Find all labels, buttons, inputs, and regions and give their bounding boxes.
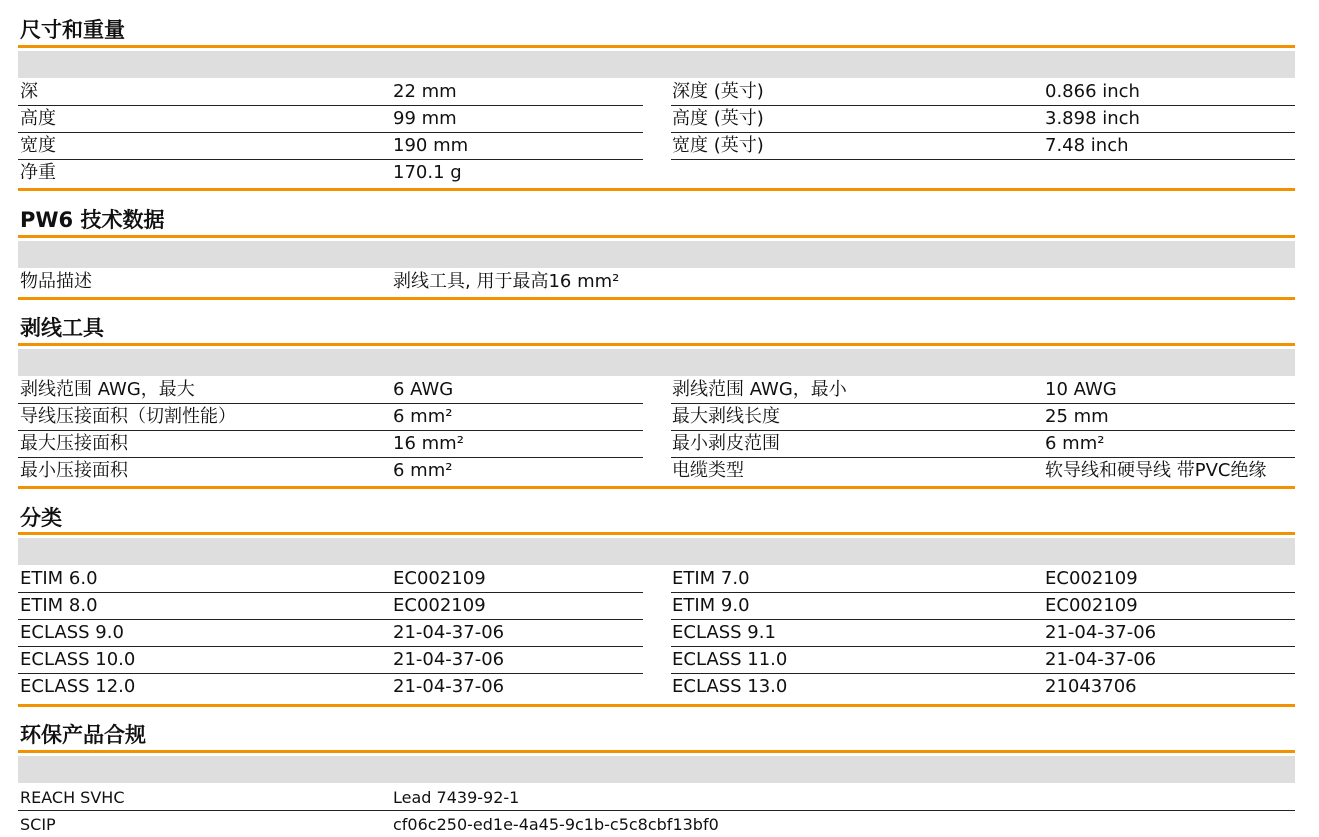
row-label: ECLASS 11.0 bbox=[672, 649, 788, 670]
row-value: 6 mm² bbox=[393, 406, 453, 427]
row-divider bbox=[18, 403, 643, 404]
row-value: 21-04-37-06 bbox=[393, 676, 505, 697]
row-value: Lead 7439-92-1 bbox=[393, 788, 520, 807]
row-value: 16 mm² bbox=[393, 433, 464, 454]
section-divider bbox=[18, 750, 1295, 753]
row-value: 6 mm² bbox=[393, 460, 453, 481]
section-divider bbox=[18, 486, 1295, 489]
row-value: EC002109 bbox=[1045, 568, 1138, 589]
section-title-classification: 分类 bbox=[20, 506, 62, 530]
row-value: 21-04-37-06 bbox=[1045, 649, 1157, 670]
row-value: 0.866 inch bbox=[1045, 81, 1140, 102]
section-header-band bbox=[18, 756, 1295, 783]
row-value: 10 AWG bbox=[1045, 379, 1117, 400]
row-divider bbox=[671, 619, 1295, 620]
section-title-stripping-tool: 剥线工具 bbox=[20, 316, 104, 340]
row-divider bbox=[18, 430, 643, 431]
row-label: 最小剥皮范围 bbox=[672, 433, 780, 454]
row-value: 170.1 g bbox=[393, 162, 462, 183]
row-divider bbox=[671, 646, 1295, 647]
row-value: 21043706 bbox=[1045, 676, 1137, 697]
row-value: EC002109 bbox=[393, 568, 486, 589]
row-label: 最小压接面积 bbox=[20, 460, 128, 481]
row-value: 25 mm bbox=[1045, 406, 1109, 427]
row-divider bbox=[18, 592, 643, 593]
row-label: SCIP bbox=[20, 815, 56, 834]
row-divider bbox=[18, 159, 643, 160]
row-label: 深 bbox=[20, 81, 38, 102]
row-value: 6 AWG bbox=[393, 379, 454, 400]
row-divider bbox=[18, 132, 643, 133]
row-divider bbox=[671, 673, 1295, 674]
row-label: ETIM 7.0 bbox=[672, 568, 750, 589]
section-header-band bbox=[18, 349, 1295, 376]
section-divider bbox=[18, 532, 1295, 535]
section-header-band bbox=[18, 538, 1295, 565]
row-divider bbox=[18, 810, 1295, 811]
row-label: 宽度 (英寸) bbox=[672, 135, 764, 156]
row-label: ETIM 9.0 bbox=[672, 595, 750, 616]
row-value: 21-04-37-06 bbox=[1045, 622, 1157, 643]
row-label: 剥线范围 AWG，最大 bbox=[20, 379, 195, 400]
row-label: 高度 (英寸) bbox=[672, 108, 764, 129]
row-label: ETIM 6.0 bbox=[20, 568, 98, 589]
row-value: 7.48 inch bbox=[1045, 135, 1129, 156]
row-label: ETIM 8.0 bbox=[20, 595, 98, 616]
row-label: 导线压接面积（切割性能） bbox=[20, 406, 236, 427]
row-label: 高度 bbox=[20, 108, 56, 129]
row-value: 软导线和硬导线 带PVC绝缘 bbox=[1045, 460, 1267, 481]
row-divider bbox=[18, 105, 643, 106]
row-divider bbox=[18, 457, 643, 458]
row-divider bbox=[18, 673, 643, 674]
row-label: 物品描述 bbox=[20, 271, 92, 292]
row-label: ECLASS 9.1 bbox=[672, 622, 776, 643]
row-value: 22 mm bbox=[393, 81, 457, 102]
row-label: 宽度 bbox=[20, 135, 56, 156]
row-label: 净重 bbox=[20, 162, 56, 183]
section-header-band bbox=[18, 241, 1295, 268]
row-label: 最大剥线长度 bbox=[672, 406, 780, 427]
row-label: ECLASS 13.0 bbox=[672, 676, 788, 697]
row-label: 电缆类型 bbox=[672, 460, 744, 481]
row-value: 21-04-37-06 bbox=[393, 622, 505, 643]
row-value: EC002109 bbox=[393, 595, 486, 616]
row-divider bbox=[671, 105, 1295, 106]
row-value: 3.898 inch bbox=[1045, 108, 1140, 129]
row-value: EC002109 bbox=[1045, 595, 1138, 616]
row-value: cf06c250-ed1e-4a45-9c1b-c5c8cbf13bf0 bbox=[393, 815, 719, 834]
row-label: REACH SVHC bbox=[20, 788, 125, 807]
section-header-band bbox=[18, 51, 1295, 78]
row-divider bbox=[671, 457, 1295, 458]
row-value: 190 mm bbox=[393, 135, 469, 156]
section-divider bbox=[18, 297, 1295, 300]
row-value: 99 mm bbox=[393, 108, 457, 129]
row-value: 剥线工具, 用于最高16 mm² bbox=[393, 271, 620, 292]
row-label: 剥线范围 AWG，最小 bbox=[672, 379, 847, 400]
row-label: ECLASS 9.0 bbox=[20, 622, 124, 643]
section-title-technical-data: PW6 技术数据 bbox=[20, 208, 165, 232]
row-label: 最大压接面积 bbox=[20, 433, 128, 454]
row-divider bbox=[671, 403, 1295, 404]
row-divider bbox=[18, 646, 643, 647]
section-divider bbox=[18, 235, 1295, 238]
section-divider bbox=[18, 343, 1295, 346]
section-title-environmental-compliance: 环保产品合规 bbox=[20, 723, 146, 747]
row-label: ECLASS 10.0 bbox=[20, 649, 136, 670]
section-divider bbox=[18, 45, 1295, 48]
section-title-dimensions: 尺寸和重量 bbox=[20, 18, 125, 42]
row-divider bbox=[671, 159, 1295, 160]
row-divider bbox=[671, 592, 1295, 593]
row-divider bbox=[671, 132, 1295, 133]
row-divider bbox=[18, 619, 643, 620]
row-divider bbox=[671, 430, 1295, 431]
row-value: 6 mm² bbox=[1045, 433, 1105, 454]
row-label: 深度 (英寸) bbox=[672, 81, 764, 102]
row-value: 21-04-37-06 bbox=[393, 649, 505, 670]
section-divider bbox=[18, 188, 1295, 191]
row-label: ECLASS 12.0 bbox=[20, 676, 136, 697]
section-divider bbox=[18, 704, 1295, 707]
